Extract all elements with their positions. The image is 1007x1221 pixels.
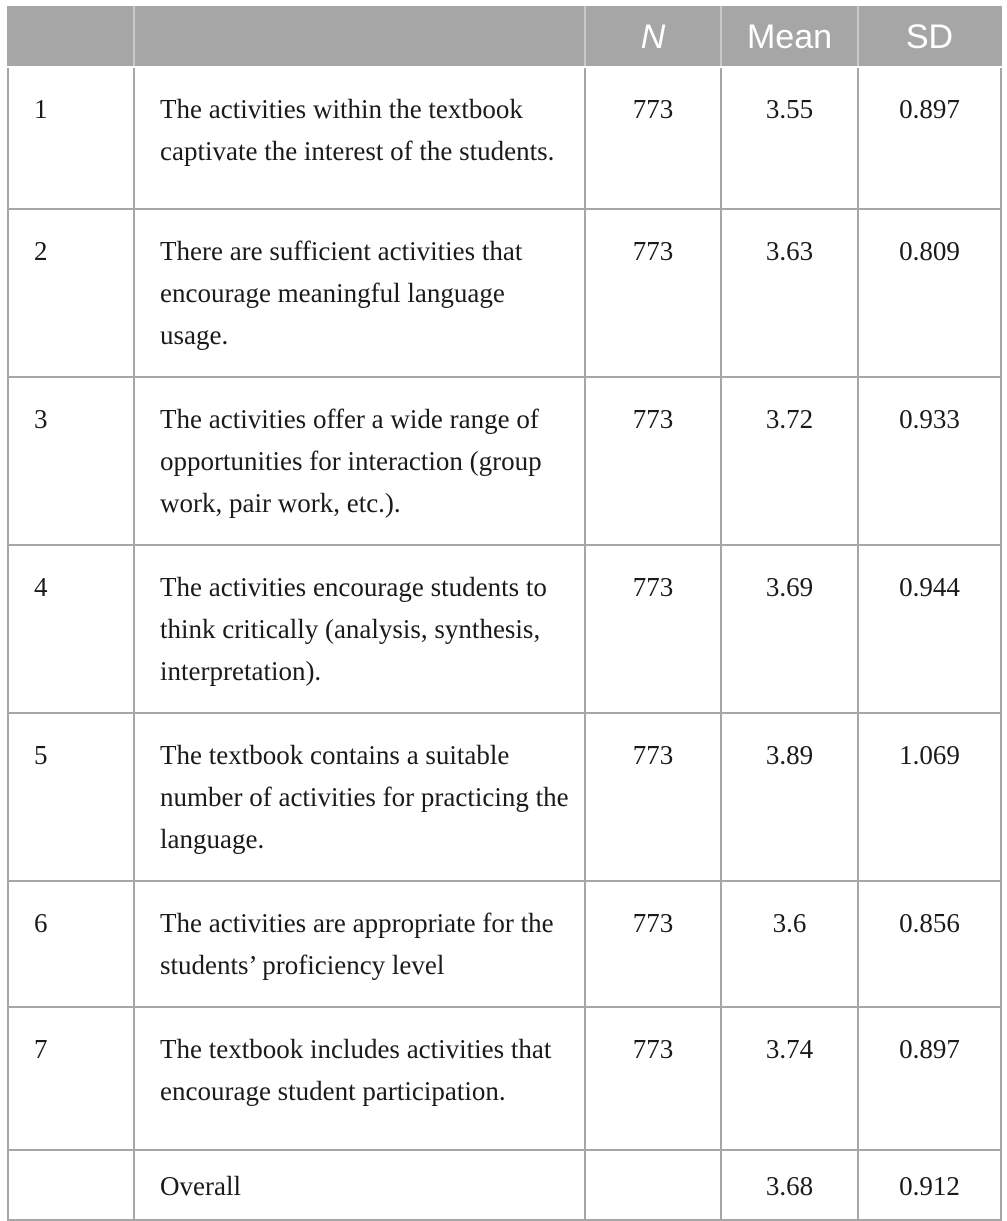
overall-index	[8, 1150, 134, 1220]
row-n: 773	[585, 377, 721, 545]
row-sd: 0.933	[858, 377, 1001, 545]
row-sd: 0.897	[858, 67, 1001, 209]
header-sd: SD	[858, 7, 1001, 67]
header-n: N	[585, 7, 721, 67]
row-index: 4	[8, 545, 134, 713]
table-row	[8, 209, 1001, 377]
header-row	[8, 7, 1001, 67]
row-mean: 3.6	[721, 881, 858, 1007]
row-n: 773	[585, 209, 721, 377]
row-index: 6	[8, 881, 134, 1007]
row-index: 1	[8, 67, 134, 209]
row-item: The activities are appropriate for the students’ proficiency level	[134, 881, 585, 1007]
row-item: The activities within the textbook captivate the interest of the students.	[134, 67, 585, 209]
table-row	[8, 881, 1001, 1007]
row-mean: 3.74	[721, 1007, 858, 1150]
row-n: 773	[585, 713, 721, 881]
table-row	[8, 1007, 1001, 1150]
header-item	[134, 7, 585, 67]
row-n: 773	[585, 545, 721, 713]
row-mean: 3.69	[721, 545, 858, 713]
row-n: 773	[585, 881, 721, 1007]
row-item: The activities offer a wide range of opportunities for interaction (group work, pair work, etc.).	[134, 377, 585, 545]
table-row	[8, 67, 1001, 209]
row-n: 773	[585, 67, 721, 209]
row-mean: 3.89	[721, 713, 858, 881]
table-row	[8, 545, 1001, 713]
row-sd: 0.944	[858, 545, 1001, 713]
overall-label: Overall	[134, 1150, 585, 1220]
row-mean: 3.55	[721, 67, 858, 209]
activities-table	[7, 6, 1002, 1221]
overall-mean: 3.68	[721, 1150, 858, 1220]
row-item: The activities encourage students to think critically (analysis, synthesis, interpretation).	[134, 545, 585, 713]
row-n: 773	[585, 1007, 721, 1150]
row-index: 5	[8, 713, 134, 881]
overall-n	[585, 1150, 721, 1220]
row-item: There are sufficient activities that encourage meaningful language usage.	[134, 209, 585, 377]
overall-row	[8, 1150, 1001, 1220]
header-mean: Mean	[721, 7, 858, 67]
table-row	[8, 713, 1001, 881]
row-mean: 3.72	[721, 377, 858, 545]
row-sd: 1.069	[858, 713, 1001, 881]
row-sd: 0.897	[858, 1007, 1001, 1150]
row-mean: 3.63	[721, 209, 858, 377]
row-sd: 0.809	[858, 209, 1001, 377]
row-item: The textbook contains a suitable number of activities for practicing the language.	[134, 713, 585, 881]
row-item: The textbook includes activities that encourage student participation.	[134, 1007, 585, 1150]
table-row	[8, 377, 1001, 545]
header-index	[8, 7, 134, 67]
row-index: 7	[8, 1007, 134, 1150]
row-index: 3	[8, 377, 134, 545]
row-sd: 0.856	[858, 881, 1001, 1007]
row-index: 2	[8, 209, 134, 377]
overall-sd: 0.912	[858, 1150, 1001, 1220]
